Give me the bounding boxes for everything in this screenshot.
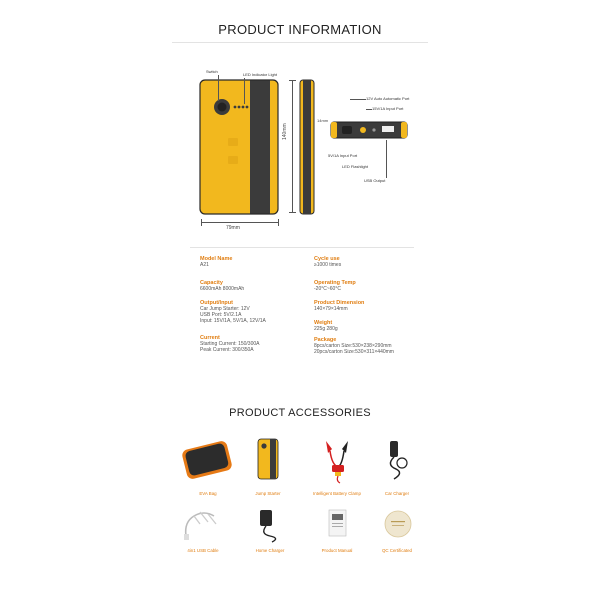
spec-label: Model Name — [200, 256, 233, 262]
spec-value: 225g 280g — [314, 326, 338, 332]
spec-model-name — [200, 256, 310, 280]
spec-value: A21 — [200, 262, 209, 268]
dimension-tick — [289, 212, 296, 213]
spec-operating-temp — [314, 280, 424, 300]
callout-led-indicator: LED Indicator Light — [243, 72, 278, 77]
spec-value: -20°C~60°C — [314, 286, 341, 292]
accessory-caption: 4in1 USB Cable — [187, 548, 219, 553]
dimension-tick — [201, 219, 202, 226]
accessory-caption: Car Charger — [384, 491, 410, 496]
spec-current — [200, 335, 310, 353]
spec-label: Operating Temp — [314, 280, 356, 286]
specs-divider — [190, 247, 414, 248]
spec-value: ≥1000 times — [314, 262, 342, 268]
callout-input-port-5v: 5V/1A Input Port — [328, 153, 358, 158]
accessory-caption: Product Manual — [321, 548, 353, 553]
callout-flashlight: LED Flashlight — [342, 164, 369, 169]
front-view-illustration — [198, 78, 282, 218]
callout-usb-output: USB Output — [364, 178, 386, 183]
spec-label: Product Dimension — [314, 300, 365, 306]
jump-starter-icon — [256, 437, 282, 483]
eva-bag-icon — [180, 437, 236, 481]
accessory-caption: Jump Starter — [255, 491, 281, 496]
battery-clamp-icon — [318, 435, 358, 485]
accessory-caption: Home Charger — [255, 548, 285, 553]
height-label: 140mm — [282, 123, 288, 140]
page-title: PRODUCT INFORMATION — [218, 22, 382, 37]
spec-cycle-use — [314, 256, 424, 280]
side-view-illustration — [298, 78, 320, 218]
callout-line — [366, 109, 372, 110]
car-charger-icon — [382, 437, 412, 483]
dimension-tick — [289, 80, 296, 81]
accessory-caption: EVA Bag — [199, 491, 217, 496]
specs-left-column — [200, 256, 310, 353]
callout-line — [386, 140, 387, 178]
callout-line — [350, 99, 366, 100]
accessories-title: PRODUCT ACCESSORIES — [229, 407, 371, 419]
callout-line — [244, 78, 245, 104]
spec-output-input — [200, 300, 310, 335]
manual-icon — [326, 508, 350, 540]
spec-label: Capacity — [200, 280, 223, 286]
home-charger-icon — [254, 504, 286, 544]
spec-value: 8pcs/carton Size:530×238×290mm — [314, 343, 392, 349]
spec-value: Starting Current: 150/300A — [200, 341, 260, 347]
callout-line — [218, 75, 219, 101]
width-label: 79mm — [226, 225, 240, 231]
callout-switch: Switch — [206, 69, 218, 74]
spec-value: Input: 15V/1A, 5V/1A, 12V/1A — [200, 318, 266, 324]
spec-weight — [314, 320, 424, 337]
spec-value: USB Port: 5V/2.1A — [200, 312, 242, 318]
accessory-caption: Intelligent Battery Clamp — [313, 491, 361, 496]
dimension-line — [201, 222, 279, 223]
callout-auto-port: 12V Auto Automatic Port — [366, 96, 410, 101]
product-diagram — [0, 0, 600, 250]
spec-label: Current — [200, 335, 220, 341]
spec-label: Package — [314, 337, 337, 343]
callout-input-port: 15V/1A Input Port — [372, 106, 404, 111]
spec-value: Car Jump Starter: 12V — [200, 306, 250, 312]
spec-value: 140×79×14mm — [314, 306, 348, 312]
dimension-line — [292, 80, 293, 212]
spec-package — [314, 337, 424, 355]
usb-cable-icon — [180, 506, 224, 542]
spec-value: 6600mAh 8000mAh — [200, 286, 245, 292]
spec-product-dimension — [314, 300, 424, 320]
dimension-tick — [278, 219, 279, 226]
spec-label: Output/Input — [200, 300, 233, 306]
spec-value: Peak Current: 300/350A — [200, 347, 254, 353]
spec-capacity — [200, 280, 310, 300]
thickness-label: 14mm — [317, 118, 329, 123]
spec-label: Weight — [314, 320, 333, 326]
spec-value: 20pcs/carton Size:530×311×440mm — [314, 349, 394, 355]
top-view-illustration — [330, 120, 410, 142]
qc-certificate-icon — [382, 508, 414, 540]
accessory-caption: QC Certificated — [381, 548, 412, 553]
specs-right-column — [314, 256, 424, 355]
spec-label: Cycle use — [314, 256, 340, 262]
